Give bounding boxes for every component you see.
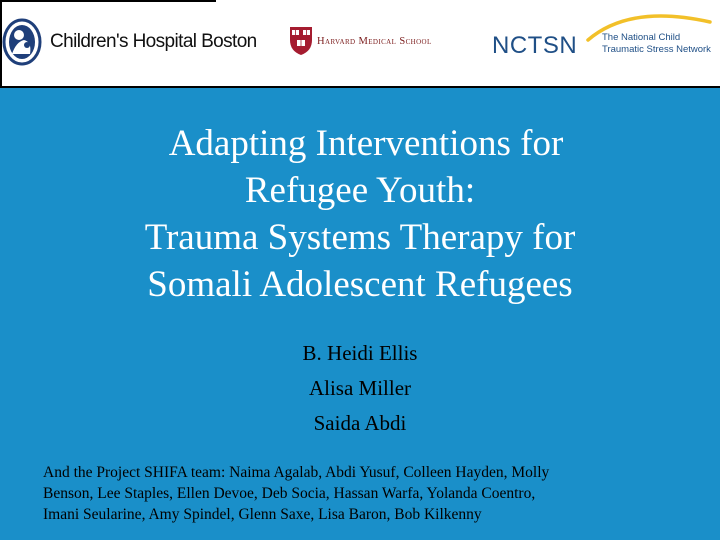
childrens-hospital-logo — [2, 18, 257, 66]
harvard-medical-logo — [289, 26, 432, 56]
slide-title — [0, 120, 720, 308]
team-line-1: And the Project SHIFA team: Naima Agalab, Abdi Yusuf, Colleen Hayden, Molly — [43, 464, 550, 481]
nctsn-wordmark: NCTSN — [492, 32, 578, 59]
nctsn-tagline-line-2: Traumatic Stress Network — [602, 44, 711, 55]
author-name: B. Heidi Ellis — [302, 341, 418, 365]
project-team-credits — [43, 462, 703, 525]
author-list — [0, 336, 720, 441]
logo-header — [0, 0, 720, 88]
author-name: Alisa Miller — [308, 376, 412, 400]
header-top-rule — [0, 0, 216, 2]
harvard-medical-name: Harvard Medical School — [317, 35, 432, 47]
team-line-2: Benson, Lee Staples, Ellen Devoe, Deb Socia, Hassan Warfa, Yolanda Coentro, — [43, 485, 536, 502]
title-line-2: Refugee Youth: — [244, 170, 476, 211]
childrens-hospital-name: Children's Hospital Boston — [50, 31, 257, 52]
author-name: Saida Abdi — [313, 411, 407, 435]
nctsn-logo — [490, 10, 720, 70]
harvard-shield-icon — [289, 26, 313, 56]
childrens-hospital-seal-icon — [2, 18, 42, 66]
nctsn-tagline — [602, 32, 711, 56]
nctsn-tagline-line-1: The National Child — [602, 32, 681, 43]
title-line-4: Somali Adolescent Refugees — [147, 264, 573, 305]
title-line-3: Trauma Systems Therapy for — [144, 217, 576, 258]
team-line-3: Imani Seularine, Amy Spindel, Glenn Saxe, Lisa Baron, Bob Kilkenny — [43, 506, 482, 523]
title-line-1: Adapting Interventions for — [168, 123, 564, 164]
